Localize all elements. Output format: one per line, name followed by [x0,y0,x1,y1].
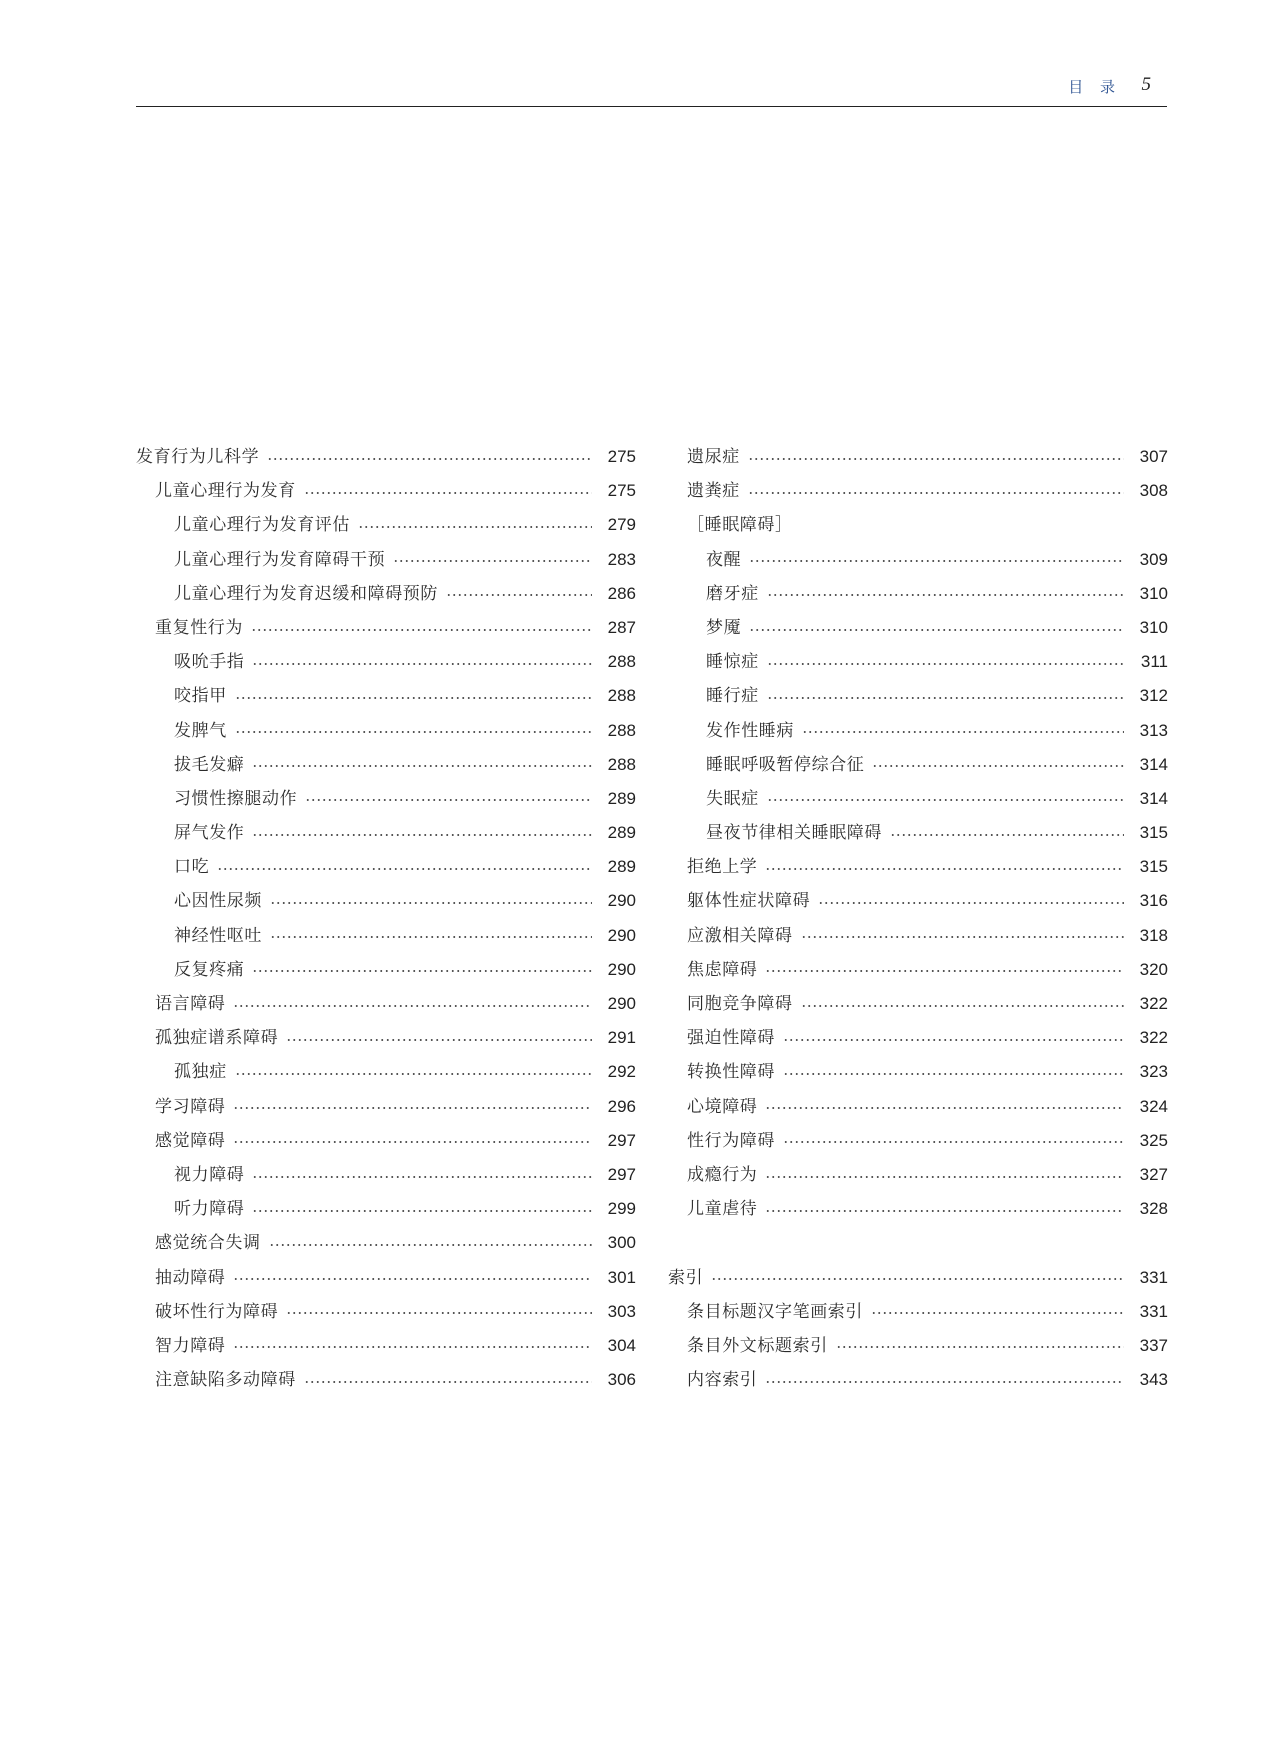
dot-leader [393,560,592,562]
toc-entry[interactable] [668,714,1168,748]
toc-entry-page: 316 [1139,891,1168,911]
toc-entry-page: 325 [1139,1130,1168,1150]
toc-entry-page: 312 [1139,686,1168,706]
toc-entry[interactable] [668,1021,1168,1055]
toc-entry[interactable] [136,748,636,782]
toc-entry-title: 同胞竞争障碍 [687,994,793,1014]
toc-entry-page: 290 [607,959,636,979]
dot-leader [767,799,1124,801]
toc-entry[interactable] [668,1295,1168,1329]
toc-entry[interactable] [136,884,636,918]
dot-leader [252,1210,592,1212]
toc-entry-page: 314 [1139,754,1168,774]
toc-entry-title: 心因性尿频 [174,891,262,912]
toc-entry[interactable] [136,543,636,577]
dot-leader [304,492,592,494]
toc-entry[interactable] [136,1124,636,1158]
dot-leader [235,731,592,733]
toc-entry-title: 心境障碍 [687,1096,758,1117]
dot-leader [270,936,592,938]
toc-entry-title: 儿童心理行为发育障碍干预 [174,549,386,570]
toc-entry[interactable] [668,850,1168,884]
page-number: 5 [1141,74,1151,95]
toc-entry[interactable] [136,782,636,816]
toc-entry-title: 抽动障碍 [155,1267,226,1288]
toc-entry[interactable] [668,1363,1168,1397]
toc-entry-page: 299 [607,1199,636,1219]
toc-entry-title: 语言障碍 [155,994,226,1014]
dot-leader [446,594,592,596]
toc-entry-page: 315 [1139,823,1168,843]
toc-entry-page: 289 [607,823,636,843]
toc-entry-page: 328 [1139,1199,1168,1219]
toc-entry-page: 327 [1139,1164,1168,1184]
dot-leader [217,868,592,870]
toc-entry[interactable] [668,816,1168,850]
toc-entry-page: 313 [1139,720,1168,740]
toc-entry[interactable] [668,1158,1168,1192]
toc-entry[interactable] [136,645,636,679]
toc-entry-title: 学习障碍 [155,1096,226,1117]
toc-entry-title: 注意缺陷多动障碍 [155,1370,296,1391]
dot-leader [233,1005,592,1007]
toc-entry-page: 286 [607,583,636,603]
dot-leader [783,1073,1124,1075]
toc-entry[interactable] [668,953,1168,987]
toc-entry[interactable] [136,1261,636,1295]
toc-entry-title: 破坏性行为障碍 [155,1301,279,1322]
toc-entry-page: 297 [607,1130,636,1150]
toc-entry[interactable] [136,679,636,713]
dot-leader [749,560,1124,562]
toc-entry[interactable] [668,1261,1168,1295]
toc-entry[interactable] [136,987,636,1021]
toc-entry-page: 288 [607,686,636,706]
toc-entry-title: 儿童虐待 [687,1199,758,1220]
dot-leader [251,629,592,631]
toc-entry-title: 发脾气 [174,720,227,741]
dot-leader [270,902,592,904]
toc-entry-title: 睡惊症 [706,652,759,673]
toc-entry-page: 288 [607,720,636,740]
running-title: 目 录 [1068,78,1121,96]
toc-entry-page: 287 [607,617,636,637]
toc-entry-title: 习惯性擦腿动作 [174,788,298,809]
toc-entry-page: 289 [607,788,636,808]
toc-entry-page: 304 [607,1335,636,1355]
dot-leader [765,970,1124,972]
toc-entry[interactable] [136,1192,636,1226]
toc-entry-page: 279 [607,515,636,535]
dot-leader [765,1176,1124,1178]
toc-entry-page: 331 [1139,1301,1168,1321]
toc-entry-page: 307 [1139,447,1168,466]
toc-entry-title: 发育行为儿科学 [136,447,260,467]
toc-entry[interactable] [136,1021,636,1055]
dot-leader [252,1176,592,1178]
toc-entry[interactable] [668,645,1168,679]
toc-entry-page: 323 [1139,1062,1168,1082]
dot-leader [233,1141,592,1143]
toc-entry-title: 感觉统合失调 [155,1233,261,1254]
dot-leader [748,458,1124,460]
toc-entry[interactable] [136,1055,636,1089]
dot-leader [267,458,592,460]
toc-entry-page: 300 [607,1233,636,1253]
toc-entry[interactable] [668,1090,1168,1124]
toc-entry[interactable] [136,1226,636,1260]
toc-entry-page: 308 [1139,481,1168,501]
toc-entry[interactable] [136,474,636,508]
toc-entry-title: 视力障碍 [174,1164,245,1185]
toc-entry-title: 失眠症 [706,788,759,809]
toc-entry-page: 320 [1139,959,1168,979]
toc-entry[interactable] [136,816,636,850]
toc-entry-title: 拔毛发癖 [174,754,245,775]
toc-entry-title: 儿童心理行为发育 [155,481,296,502]
toc-entry-title: 咬指甲 [174,686,227,707]
toc-entry-title: 条目标题汉字笔画索引 [687,1301,863,1322]
dot-leader [749,629,1124,631]
toc-entry-title: 反复疼痛 [174,959,245,980]
toc-entry[interactable] [668,440,1168,474]
toc-entry[interactable] [136,611,636,645]
toc-entry-title: 孤独症 [174,1062,227,1083]
dot-leader [286,1039,592,1041]
toc-entry-page: 322 [1139,994,1168,1013]
toc-entry[interactable] [668,1192,1168,1226]
toc-entry-title: 应激相关障碍 [687,925,793,946]
dot-leader [890,834,1124,836]
dot-leader [765,1381,1124,1383]
toc-entry-title: 转换性障碍 [687,1062,775,1083]
toc-entry-title: 屏气发作 [174,823,245,844]
toc-entry[interactable] [136,1329,636,1363]
toc-entry-page: 331 [1139,1267,1168,1287]
dot-leader [872,765,1124,767]
toc-entry[interactable] [136,714,636,748]
toc-entry-page: 275 [607,447,636,466]
toc-entry[interactable] [136,508,636,542]
toc-entry-page: 310 [1139,617,1168,637]
dot-leader [252,663,592,665]
dot-leader [269,1244,592,1246]
toc-entry[interactable] [668,1055,1168,1089]
toc-entry-title: 发作性睡病 [706,720,794,741]
dot-leader [305,799,592,801]
toc-entry-title: 躯体性症状障碍 [687,891,811,912]
toc-entry-page: 297 [607,1164,636,1184]
toc-entry-page: 324 [1139,1096,1168,1116]
dot-leader [801,936,1124,938]
dot-leader [235,697,592,699]
dot-leader [765,868,1124,870]
toc-entry-page: 315 [1139,857,1168,877]
toc-column-left [136,440,636,1397]
toc-entry-title: 焦虑障碍 [687,959,758,980]
toc-entry-page: 303 [607,1301,636,1321]
toc-entry-page: 309 [1139,549,1168,569]
toc-entry[interactable] [136,577,636,611]
toc-entry-title: 条目外文标题索引 [687,1335,828,1356]
toc-entry-page: 275 [607,481,636,501]
toc-entry-page: 290 [607,925,636,945]
toc-entry-title: 重复性行为 [155,617,243,638]
dot-leader [801,1005,1124,1007]
toc-column-right [668,440,1168,1397]
toc-entry-page: 291 [607,1028,636,1048]
toc-entry-title: 磨牙症 [706,583,759,604]
toc-entry-title: 索引 [668,1267,704,1288]
dot-leader [711,1278,1124,1280]
toc-entry[interactable] [668,611,1168,645]
toc-entry[interactable] [668,474,1168,508]
page-header [136,74,1167,107]
toc-entry-page: 292 [607,1062,636,1082]
toc-entry[interactable] [136,1295,636,1329]
dot-leader [818,902,1124,904]
toc-entry-page: 322 [1139,1028,1168,1048]
toc-entry[interactable] [668,782,1168,816]
toc-entry[interactable] [668,543,1168,577]
toc-entry[interactable] [668,884,1168,918]
toc-entry-title: 遗粪症 [687,481,740,502]
toc-entry-title: 拒绝上学 [687,857,758,878]
toc-entry-page: 318 [1139,925,1168,945]
toc-entry-title: 睡眠呼吸暂停综合征 [706,754,865,775]
toc-entry-page: 337 [1139,1335,1168,1355]
dot-leader [252,834,592,836]
toc-entry-title: 性行为障碍 [687,1130,775,1151]
toc-entry-title: 夜醒 [706,549,742,570]
toc-entry[interactable] [136,919,636,953]
dot-leader [252,765,592,767]
toc-entry[interactable] [136,1090,636,1124]
toc-entry[interactable] [668,679,1168,713]
toc-entry-page: 343 [1139,1370,1168,1390]
toc-entry[interactable] [136,1158,636,1192]
toc-entry-title: 儿童心理行为发育评估 [174,515,350,536]
toc-entry-title: 孤独症谱系障碍 [155,1028,279,1049]
toc-entry-page: 288 [607,652,636,672]
toc-entry-page: 314 [1139,788,1168,808]
dot-leader [765,1210,1124,1212]
toc-entry-title: 梦魇 [706,617,742,638]
toc-entry-title: 昼夜节律相关睡眠障碍 [706,823,882,844]
toc-entry-page: 311 [1140,652,1168,672]
dot-leader [748,492,1124,494]
toc-entry-title: 智力障碍 [155,1335,226,1356]
toc-entry[interactable] [668,577,1168,611]
toc-entry[interactable] [136,850,636,884]
toc-entry[interactable] [668,987,1168,1021]
toc-entry[interactable] [136,953,636,987]
toc-entry-title: 遗尿症 [687,447,740,467]
dot-leader [765,1107,1124,1109]
dot-leader [767,697,1124,699]
toc-entry-title: 强迫性障碍 [687,1028,775,1049]
toc-entry[interactable] [668,508,1168,542]
toc-entry-page: 301 [607,1267,636,1287]
toc-entry[interactable] [668,919,1168,953]
toc-entry-page: 283 [607,549,636,569]
dot-leader [252,970,592,972]
toc-entry-page: 288 [607,754,636,774]
dot-leader [802,731,1124,733]
toc-entry[interactable] [136,440,636,474]
toc-entry-title: 神经性呕吐 [174,925,262,946]
dot-leader [358,526,592,528]
toc-entry-title: 听力障碍 [174,1199,245,1220]
dot-leader [836,1346,1124,1348]
toc-entry[interactable] [136,1363,636,1397]
dot-leader [233,1107,592,1109]
toc-entry-title: 口吃 [174,857,210,878]
dot-leader [871,1312,1124,1314]
toc-entry-page: 306 [607,1370,636,1390]
toc-entry-page: 290 [607,994,636,1013]
dot-leader [767,663,1124,665]
toc-entry-title: 睡行症 [706,686,759,707]
toc-entry-page: 289 [607,857,636,877]
dot-leader [783,1039,1124,1041]
toc-entry-title: ［睡眠障碍］ [687,515,793,536]
dot-leader [304,1381,592,1383]
dot-leader [235,1073,592,1075]
dot-leader [767,594,1124,596]
toc-entry-title: 儿童心理行为发育迟缓和障碍预防 [174,583,438,604]
toc-entry[interactable] [668,1329,1168,1363]
toc-entry[interactable] [668,1124,1168,1158]
dot-leader [233,1278,592,1280]
toc-entry-page: 296 [607,1096,636,1116]
dot-leader [286,1312,592,1314]
toc-entry-title: 内容索引 [687,1370,758,1391]
toc-entry-title: 感觉障碍 [155,1130,226,1151]
toc-entry-page: 290 [607,891,636,911]
toc-spacer [668,1226,1168,1260]
toc-entry[interactable] [668,748,1168,782]
dot-leader [783,1141,1124,1143]
toc-entry-title: 吸吮手指 [174,652,245,673]
dot-leader [233,1346,592,1348]
toc-entry-page: 310 [1139,583,1168,603]
toc-entry-title: 成瘾行为 [687,1164,758,1185]
